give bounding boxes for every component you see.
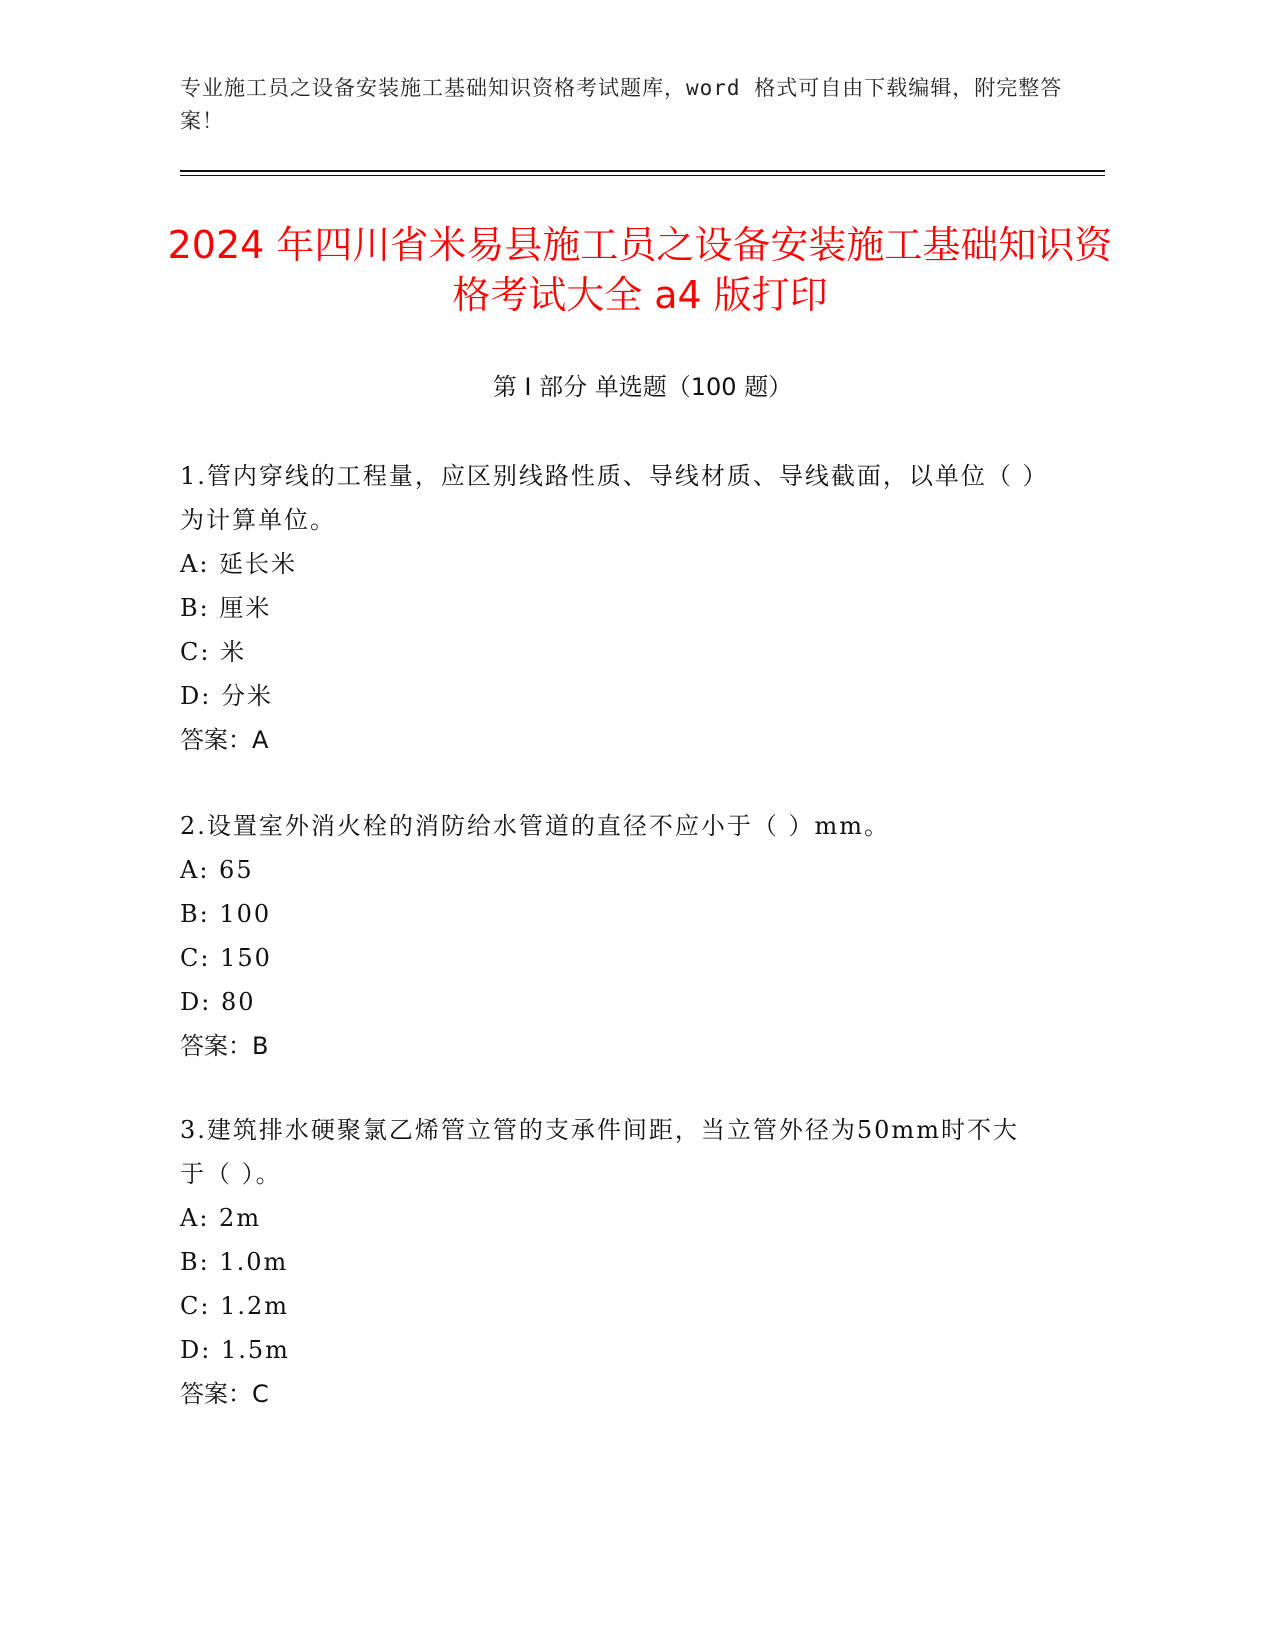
question-stem: 2.设置室外消火栓的消防给水管道的直径不应小于（ ）mm。 (180, 812, 891, 840)
document-title: 2024 年四川省米易县施工员之设备安装施工基础知识资格考试大全 a4 版打印 (167, 223, 1113, 317)
header-note: 专业施工员之设备安装施工基础知识资格考试题库，word 格式可自由下载编辑，附完整答案！ (180, 76, 1063, 133)
option-d: D: 1.5m (180, 1336, 290, 1364)
question-2 (180, 804, 1040, 1068)
question-stem: 1.管内穿线的工程量，应区别线路性质、导线材质、导线截面，以单位（ ）为计算单位。 (180, 462, 1037, 534)
option-b: B: 1.0m (180, 1248, 289, 1276)
header-rule-thin (180, 175, 1105, 176)
question-1 (180, 454, 1040, 762)
section-heading: 第 I 部分 单选题（100 题） (492, 373, 793, 401)
answer: 答案：B (180, 1032, 269, 1060)
answer: 答案：C (180, 1380, 269, 1408)
option-d: D: 分米 (180, 682, 273, 710)
question-stem: 3.建筑排水硬聚氯乙烯管立管的支承件间距，当立管外径为50mm时不大于（ ）。 (180, 1116, 1019, 1188)
option-c: C: 1.2m (180, 1292, 290, 1320)
option-a: A: 65 (180, 856, 254, 884)
option-a: A: 延长米 (180, 550, 298, 578)
header-rule-thick (180, 170, 1105, 172)
option-b: B: 100 (180, 900, 272, 928)
option-a: A: 2m (180, 1204, 262, 1232)
question-3 (180, 1108, 1040, 1416)
answer: 答案：A (180, 726, 269, 754)
option-b: B: 厘米 (180, 594, 272, 622)
option-d: D: 80 (180, 988, 256, 1016)
option-c: C: 米 (180, 638, 247, 666)
option-c: C: 150 (180, 944, 272, 972)
